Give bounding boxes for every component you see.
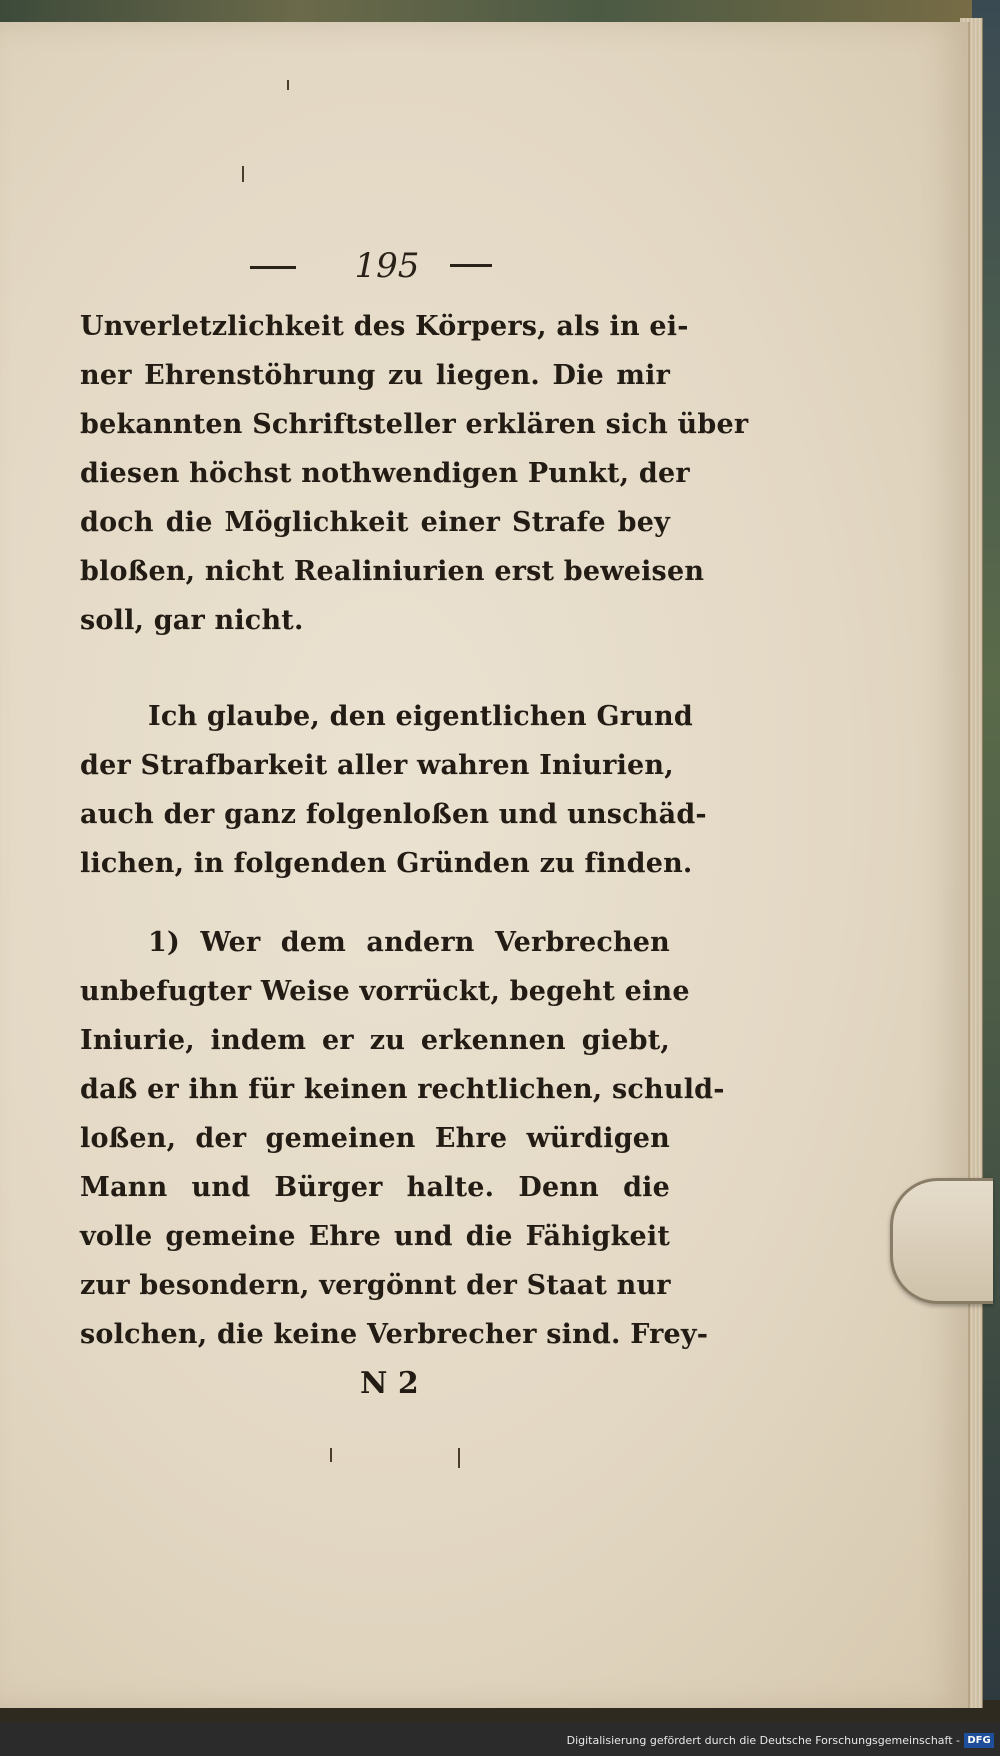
text-line: Unverletzlichkeit des Körpers, als in ei-	[80, 311, 689, 342]
text-line: ner Ehrenstöhrung zu liegen. Die mir	[80, 360, 670, 391]
page-number: 195	[354, 246, 420, 286]
text-line: solchen, die keine Verbrecher sind. Frey-	[80, 1319, 709, 1350]
text-line: auch der ganz folgenloßen und unschäd-	[80, 799, 707, 830]
text-line: loßen, der gemeinen Ehre würdigen	[80, 1123, 670, 1154]
signature-mark: N 2	[360, 1366, 419, 1401]
margin-mark	[458, 1448, 460, 1468]
paragraph-3	[80, 918, 725, 1359]
text-line: bekannten Schriftsteller erklären sich über	[80, 409, 749, 440]
text-line: daß er ihn für keinen rechtlichen, schuld-	[80, 1074, 725, 1105]
paragraph-1	[80, 302, 749, 645]
paragraph-2	[80, 692, 707, 888]
running-header	[240, 246, 500, 292]
text-line: der Strafbarkeit aller wahren Iniurien,	[80, 750, 674, 781]
dfg-logo: DFG	[964, 1733, 994, 1748]
text-line: soll, gar nicht.	[80, 605, 304, 636]
header-dash-left	[250, 266, 296, 269]
text-line: volle gemeine Ehre und die Fähigkeit	[80, 1221, 670, 1252]
book-clasp	[890, 1178, 993, 1304]
funding-credit: Digitalisierung gefördert durch die Deutsche Forschungsgemeinschaft -	[566, 1734, 960, 1747]
text-line: Mann und Bürger halte. Denn die	[80, 1172, 670, 1203]
text-line: 1) Wer dem andern Verbrechen	[148, 927, 670, 958]
text-line: Iniurie, indem er zu erkennen giebt,	[80, 1025, 670, 1056]
margin-mark	[287, 80, 289, 90]
text-line: lichen, in folgenden Gründen zu finden.	[80, 848, 693, 879]
margin-mark	[242, 166, 244, 182]
header-dash-right	[450, 264, 492, 267]
text-line: diesen höchst nothwendigen Punkt, der	[80, 458, 690, 489]
text-line: doch die Möglichkeit einer Strafe bey	[80, 507, 670, 538]
text-line: zur besondern, vergönnt der Staat nur	[80, 1270, 671, 1301]
text-line: Ich glaube, den eigentlichen Grund	[148, 701, 693, 732]
text-line: bloßen, nicht Realiniurien erst beweisen	[80, 556, 705, 587]
text-line: unbefugter Weise vorrückt, begeht eine	[80, 976, 690, 1007]
margin-mark	[330, 1448, 332, 1462]
